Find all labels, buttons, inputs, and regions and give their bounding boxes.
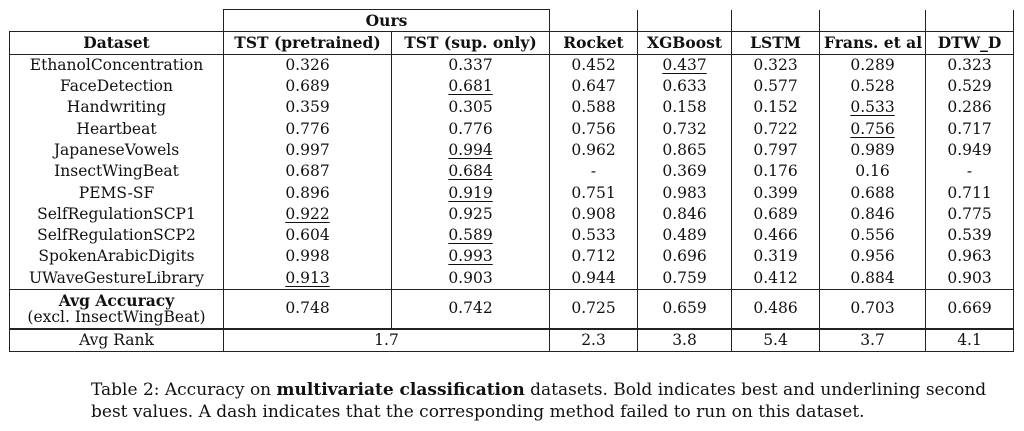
cell-value: 0.452 <box>571 55 616 74</box>
cell-value: 0.997 <box>285 140 330 159</box>
cell-value: 0.289 <box>850 55 895 74</box>
column-header: Frans. et al <box>820 32 926 54</box>
value-cell <box>550 97 638 118</box>
cell-value: 0.669 <box>947 299 992 318</box>
value-cell <box>638 76 732 97</box>
cell-value: 0.323 <box>947 55 992 74</box>
cell-value: 0.323 <box>753 55 798 74</box>
table-row <box>10 204 1014 225</box>
cell-value: 0.776 <box>448 119 493 138</box>
cell-value: 0.989 <box>850 140 895 159</box>
value-cell <box>224 140 392 161</box>
blank-corner-cell <box>10 10 224 32</box>
column-header: TST (pretrained) <box>224 32 392 54</box>
value-cell <box>550 289 638 329</box>
caption-part1: Table 2: Accuracy on <box>91 380 277 400</box>
value-cell <box>224 97 392 118</box>
cell-value: 0.994 <box>448 140 493 159</box>
value-cell <box>224 182 392 203</box>
cell-value: 0.688 <box>850 183 895 202</box>
results-table <box>9 9 1014 352</box>
value-cell <box>926 54 1014 76</box>
blank-header-cell <box>550 10 638 32</box>
value-cell <box>392 97 550 118</box>
value-cell <box>392 225 550 246</box>
avg-rank-value: 3.7 <box>820 329 926 352</box>
cell-value: 0.437 <box>662 55 707 74</box>
cell-value: 0.944 <box>571 268 616 287</box>
avg-accuracy-row <box>10 289 1014 329</box>
dataset-name-cell: Heartbeat <box>10 118 224 139</box>
cell-value: - <box>966 162 973 181</box>
cell-value: 0.776 <box>285 119 330 138</box>
cell-value: 0.742 <box>448 299 493 318</box>
value-cell <box>638 161 732 182</box>
value-cell <box>926 225 1014 246</box>
caption-bold: multivariate classification <box>276 380 525 400</box>
value-cell <box>820 182 926 203</box>
cell-value: 0.903 <box>448 268 493 287</box>
cell-value: 0.756 <box>850 119 895 138</box>
value-cell <box>550 118 638 139</box>
value-cell <box>638 97 732 118</box>
value-cell <box>550 76 638 97</box>
value-cell <box>638 268 732 290</box>
cell-value: 0.528 <box>850 77 895 96</box>
cell-value: 0.797 <box>753 140 798 159</box>
value-cell <box>550 204 638 225</box>
cell-value: 0.176 <box>753 162 798 181</box>
column-header: TST (sup. only) <box>392 32 550 54</box>
avg-rank-row <box>10 329 1014 352</box>
cell-value: 0.681 <box>448 77 493 96</box>
cell-value: 0.286 <box>947 98 992 117</box>
cell-value: 0.588 <box>571 98 616 117</box>
cell-value: 0.305 <box>448 98 493 117</box>
value-cell <box>820 204 926 225</box>
cell-value: 0.846 <box>850 204 895 223</box>
dataset-name-cell: FaceDetection <box>10 76 224 97</box>
value-cell <box>550 182 638 203</box>
value-cell <box>392 204 550 225</box>
cell-value: 0.896 <box>285 183 330 202</box>
value-cell <box>550 225 638 246</box>
cell-value: 0.925 <box>448 204 493 223</box>
cell-value: 0.533 <box>850 98 895 117</box>
cell-value: 0.326 <box>285 55 330 74</box>
value-cell <box>820 289 926 329</box>
cell-value: 0.337 <box>448 55 493 74</box>
value-cell <box>820 161 926 182</box>
column-header-row <box>10 32 1014 54</box>
value-cell <box>820 246 926 267</box>
column-header: Dataset <box>10 32 224 54</box>
cell-value: 0.956 <box>850 247 895 266</box>
value-cell <box>224 225 392 246</box>
cell-value: 0.533 <box>571 226 616 245</box>
cell-value: 0.993 <box>448 247 493 266</box>
dataset-name-cell: PEMS-SF <box>10 182 224 203</box>
group-header-row <box>10 10 1014 32</box>
value-cell <box>392 246 550 267</box>
cell-value: 0.647 <box>571 77 616 96</box>
value-cell <box>820 97 926 118</box>
value-cell <box>820 268 926 290</box>
cell-value: 0.717 <box>947 119 992 138</box>
value-cell <box>392 54 550 76</box>
value-cell <box>732 289 820 329</box>
cell-value: 0.865 <box>662 140 707 159</box>
value-cell <box>732 268 820 290</box>
table-row <box>10 225 1014 246</box>
avg-rank-value: 4.1 <box>926 329 1014 352</box>
dataset-name-cell: Handwriting <box>10 97 224 118</box>
ours-group-header: Ours <box>224 10 550 32</box>
avg-rank-value: 5.4 <box>732 329 820 352</box>
cell-value: 0.703 <box>850 299 895 318</box>
cell-value: 0.748 <box>285 299 330 318</box>
cell-value: 0.687 <box>285 162 330 181</box>
value-cell <box>224 118 392 139</box>
value-cell <box>224 268 392 290</box>
value-cell <box>392 140 550 161</box>
value-cell <box>224 204 392 225</box>
cell-value: 0.922 <box>285 204 330 223</box>
value-cell <box>392 268 550 290</box>
value-cell <box>392 118 550 139</box>
value-cell <box>926 97 1014 118</box>
value-cell <box>732 204 820 225</box>
value-cell <box>926 140 1014 161</box>
value-cell <box>732 225 820 246</box>
value-cell <box>224 76 392 97</box>
cell-value: 0.486 <box>753 299 798 318</box>
cell-value: 0.16 <box>855 162 890 181</box>
value-cell <box>732 118 820 139</box>
value-cell <box>392 289 550 329</box>
dataset-name-cell: InsectWingBeat <box>10 161 224 182</box>
cell-value: 0.751 <box>571 183 616 202</box>
cell-value: 0.963 <box>947 247 992 266</box>
dataset-name-cell: EthanolConcentration <box>10 54 224 76</box>
value-cell <box>820 54 926 76</box>
cell-value: 0.756 <box>571 119 616 138</box>
cell-value: 0.589 <box>448 226 493 245</box>
avg-accuracy-sublabel: (excl. InsectWingBeat) <box>27 307 206 326</box>
cell-value: 0.633 <box>662 77 707 96</box>
cell-value: 0.846 <box>662 204 707 223</box>
cell-value: 0.577 <box>753 77 798 96</box>
blank-header-cell <box>732 10 820 32</box>
value-cell <box>820 225 926 246</box>
avg-rank-label: Avg Rank <box>10 329 224 352</box>
value-cell <box>926 268 1014 290</box>
value-cell <box>926 289 1014 329</box>
table-row <box>10 54 1014 76</box>
blank-header-cell <box>820 10 926 32</box>
cell-value: 0.689 <box>285 77 330 96</box>
cell-value: 0.466 <box>753 226 798 245</box>
column-header: LSTM <box>732 32 820 54</box>
value-cell <box>392 76 550 97</box>
avg-rank-value: 3.8 <box>638 329 732 352</box>
value-cell <box>732 182 820 203</box>
cell-value: 0.319 <box>753 247 798 266</box>
value-cell <box>732 54 820 76</box>
value-cell <box>638 204 732 225</box>
cell-value: 0.908 <box>571 204 616 223</box>
cell-value: 0.711 <box>947 183 992 202</box>
dataset-name-cell: UWaveGestureLibrary <box>10 268 224 290</box>
value-cell <box>224 246 392 267</box>
cell-value: 0.884 <box>850 268 895 287</box>
value-cell <box>550 54 638 76</box>
avg-rank-value: 2.3 <box>550 329 638 352</box>
value-cell <box>820 76 926 97</box>
cell-value: 0.949 <box>947 140 992 159</box>
value-cell <box>638 118 732 139</box>
value-cell <box>638 289 732 329</box>
table-row <box>10 140 1014 161</box>
cell-value: 0.556 <box>850 226 895 245</box>
value-cell <box>224 289 392 329</box>
cell-value: 0.399 <box>753 183 798 202</box>
cell-value: 0.775 <box>947 204 992 223</box>
value-cell <box>926 246 1014 267</box>
table-row <box>10 182 1014 203</box>
value-cell <box>732 140 820 161</box>
table-row <box>10 268 1014 290</box>
value-cell <box>926 161 1014 182</box>
dataset-name-cell: SelfRegulationSCP1 <box>10 204 224 225</box>
value-cell <box>926 182 1014 203</box>
cell-value: 0.725 <box>571 299 616 318</box>
table-body <box>10 54 1014 289</box>
cell-value: 0.962 <box>571 140 616 159</box>
table-row <box>10 76 1014 97</box>
avg-accuracy-label: Avg Accuracy <box>58 290 175 310</box>
column-header: Rocket <box>550 32 638 54</box>
value-cell <box>550 140 638 161</box>
avg-accuracy-label-cell <box>10 289 224 329</box>
cell-value: 0.412 <box>753 268 798 287</box>
table-row <box>10 161 1014 182</box>
value-cell <box>820 140 926 161</box>
value-cell <box>732 76 820 97</box>
dataset-name-cell: SelfRegulationSCP2 <box>10 225 224 246</box>
value-cell <box>550 268 638 290</box>
table-row <box>10 97 1014 118</box>
dataset-name-cell: SpokenArabicDigits <box>10 246 224 267</box>
cell-value: 0.489 <box>662 226 707 245</box>
value-cell <box>224 161 392 182</box>
dataset-name-cell: JapaneseVowels <box>10 140 224 161</box>
cell-value: 0.529 <box>947 77 992 96</box>
value-cell <box>392 182 550 203</box>
cell-value: 0.759 <box>662 268 707 287</box>
cell-value: 0.152 <box>753 98 798 117</box>
value-cell <box>550 161 638 182</box>
avg-rank-ours: 1.7 <box>224 329 550 352</box>
table-row <box>10 118 1014 139</box>
column-header: DTW_D <box>926 32 1014 54</box>
cell-value: 0.722 <box>753 119 798 138</box>
caption-part2: datasets. Bold indicates best and underlining second best values. A dash indicates that the corresponding method failed to run on this dataset. <box>91 380 987 422</box>
cell-value: 0.158 <box>662 98 707 117</box>
value-cell <box>638 140 732 161</box>
value-cell <box>638 54 732 76</box>
blank-header-cell <box>926 10 1014 32</box>
value-cell <box>638 225 732 246</box>
cell-value: - <box>590 162 597 181</box>
cell-value: 0.696 <box>662 247 707 266</box>
cell-value: 0.359 <box>285 98 330 117</box>
value-cell <box>224 54 392 76</box>
cell-value: 0.983 <box>662 183 707 202</box>
cell-value: 0.998 <box>285 247 330 266</box>
table-caption <box>91 379 991 423</box>
value-cell <box>820 118 926 139</box>
cell-value: 0.913 <box>285 268 330 287</box>
value-cell <box>638 182 732 203</box>
cell-value: 0.689 <box>753 204 798 223</box>
cell-value: 0.604 <box>285 226 330 245</box>
value-cell <box>732 246 820 267</box>
cell-value: 0.659 <box>662 299 707 318</box>
value-cell <box>732 161 820 182</box>
cell-value: 0.712 <box>571 247 616 266</box>
value-cell <box>550 246 638 267</box>
value-cell <box>926 204 1014 225</box>
column-header: XGBoost <box>638 32 732 54</box>
cell-value: 0.919 <box>448 183 493 202</box>
value-cell <box>392 161 550 182</box>
cell-value: 0.539 <box>947 226 992 245</box>
value-cell <box>926 76 1014 97</box>
value-cell <box>732 97 820 118</box>
table-row <box>10 246 1014 267</box>
cell-value: 0.684 <box>448 162 493 181</box>
value-cell <box>638 246 732 267</box>
cell-value: 0.732 <box>662 119 707 138</box>
cell-value: 0.903 <box>947 268 992 287</box>
blank-header-cell <box>638 10 732 32</box>
value-cell <box>926 118 1014 139</box>
cell-value: 0.369 <box>662 162 707 181</box>
